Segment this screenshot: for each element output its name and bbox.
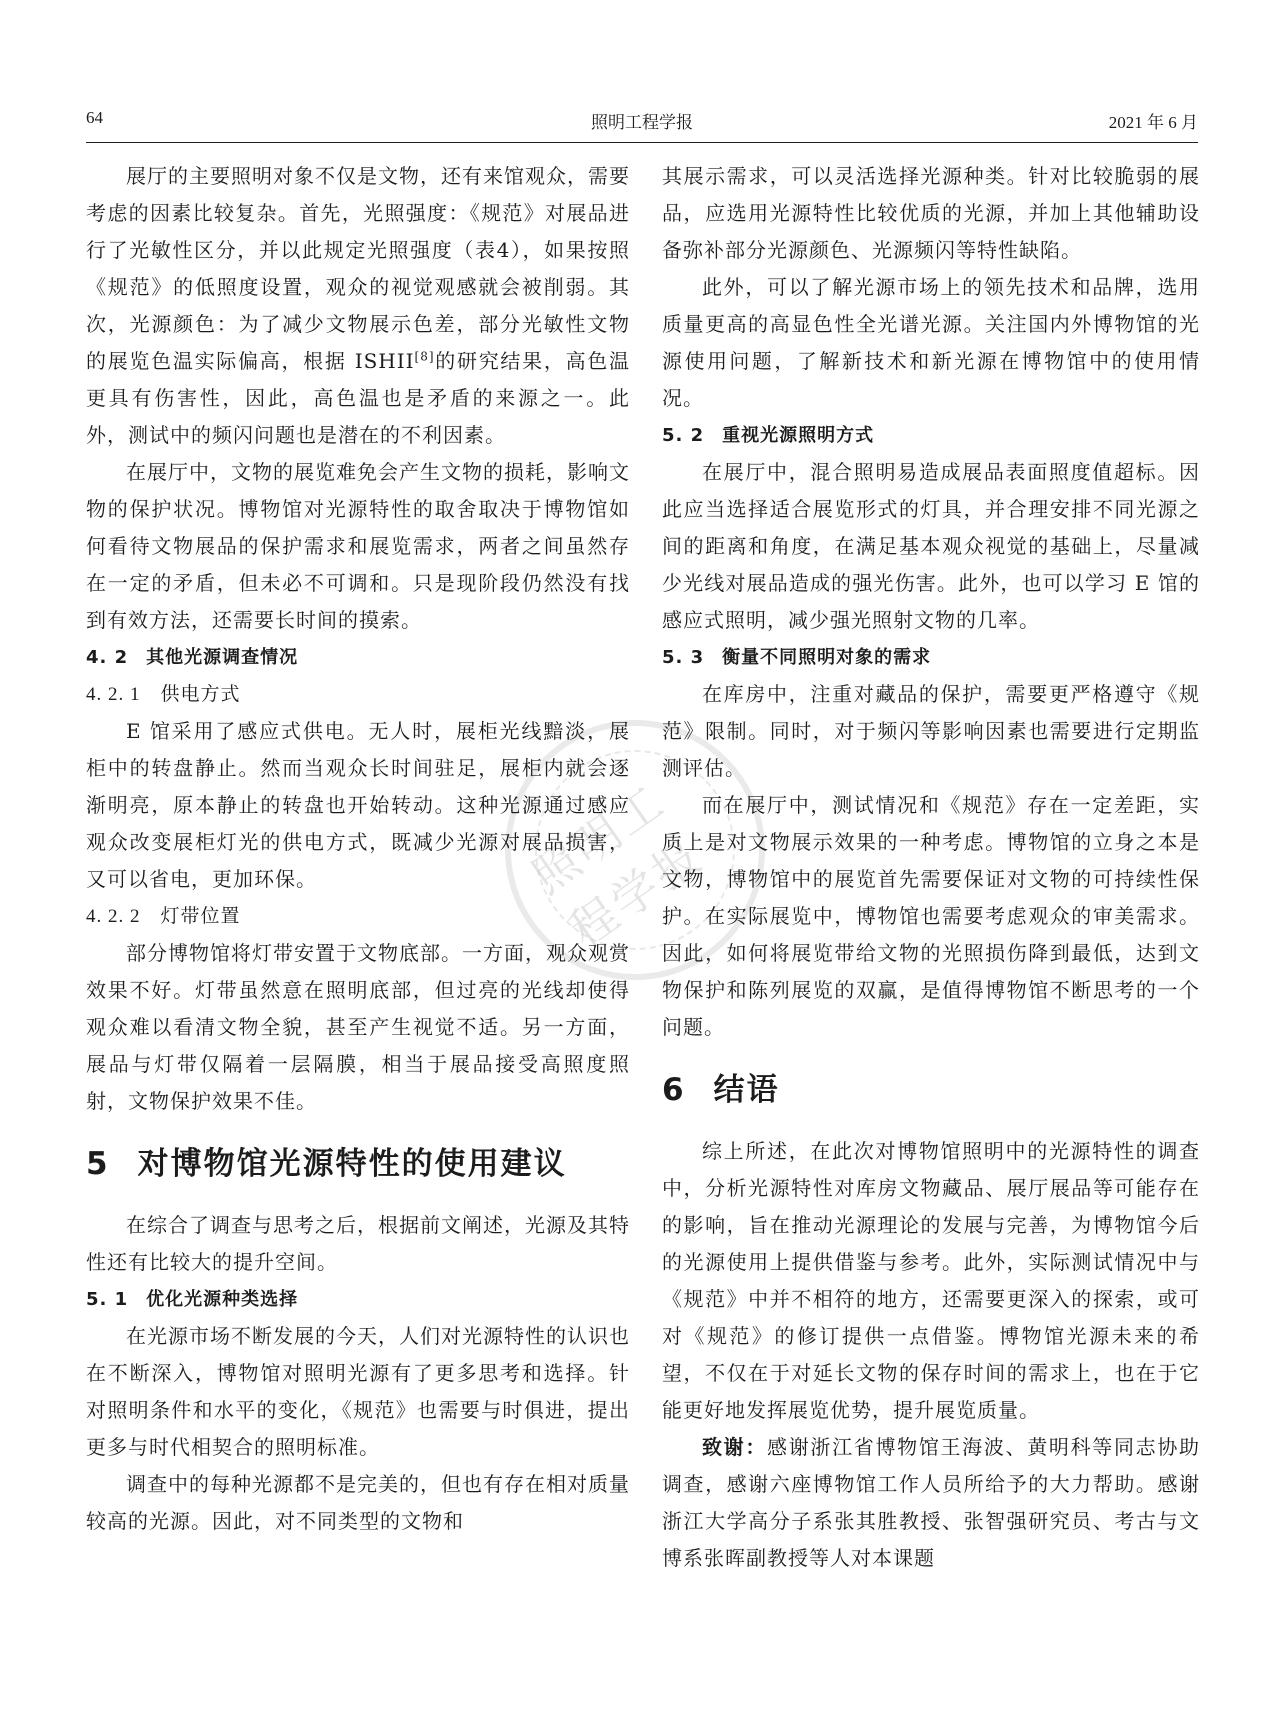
paragraph: 综上所述，在此次对博物馆照明中的光源特性的调查中，分析光源特性对库房文物藏品、展厅展品等可能存在的影响，旨在推动光源理论的发展与完善，为博物馆今后的光源使用上提供借鉴与参考。此外，实际测试情况中与《规范》中并不相符的地方，还需要更深入的探索，或可对《规范》的修订提供一点借鉴。博物馆光源未来的希望，不仅在于对延长文物的保存时间的需求上，也在于它能更好地发挥展览优势，提升展览质量。: [662, 1139, 1200, 1422]
section-heading-4-2-1: 4. 2. 1 供电方式: [86, 683, 241, 705]
watermark-text: 照明工程学报: [522, 773, 714, 958]
paragraph-continued: 其展示需求，可以灵活选择光源种类。针对比较脆弱的展品，应选用光源特性比较优质的光源，并加上其他辅助设备弥补部分光源颜色、光源频闪等特性缺陷。: [662, 164, 1200, 262]
paragraph: 此外，可以了解光源市场上的领先技术和品牌，选用质量更高的高显色性全光谱光源。关注国内外博物馆的光源使用问题，了解新技术和新光源在博物馆中的使用情况。: [662, 275, 1200, 410]
paragraph: 部分博物馆将灯带安置于文物底部。一方面，观众观赏效果不好。灯带虽然意在照明底部，但过亮的光线却使得观众难以看清文物全貌，甚至产生视觉不适。另一方面，展品与灯带仅隔着一层隔膜，相当于展品接受高照度照射，文物保护效果不佳。: [86, 941, 630, 1113]
section-heading-5: 5 对博物馆光源特性的使用建议: [86, 1146, 567, 1182]
paragraph: 在综合了调查与思考之后，根据前文阐述，光源及其特性还有比较大的提升空间。: [86, 1213, 630, 1274]
left-column: [86, 158, 630, 1540]
paragraph: 在库房中，注重对藏品的保护，需要更严格遵守《规范》限制。同时，对于频闪等影响因素也需要进行定期监测评估。: [662, 682, 1200, 780]
paragraph: 调查中的每种光源都不是完美的，但也有存在相对质量较高的光源。因此，对不同类型的文物和: [86, 1472, 630, 1533]
citation-ref[interactable]: [8]: [414, 349, 435, 364]
page-number: 64: [86, 108, 103, 127]
right-column: [662, 158, 1200, 1577]
section-heading-6: 6 结语: [662, 1072, 780, 1108]
acknowledgements: 致谢：感谢浙江省博物馆王海波、黄明科等同志协助调查，感谢六座博物馆工作人员所给予的大力帮助。感谢浙江大学高分子系张其胜教授、张智强研究员、考古与文博系张晖副教授等人对本课题: [662, 1435, 1201, 1570]
section-heading-5-3: 5. 3 衡量不同照明对象的需求: [662, 647, 932, 668]
section-heading-4-2-2: 4. 2. 2 灯带位置: [86, 905, 241, 927]
paragraph: E 馆采用了感应式供电。无人时，展柜光线黯淡，展柜中的转盘静止。然而当观众长时间驻足，展柜内就会逐渐明亮，原本静止的转盘也开始转动。这种光源通过感应观众改变展柜灯光的供电方式，既减少光源对展品损害，又可以省电，更加环保。: [86, 719, 630, 891]
journal-title: 照明工程学报: [591, 113, 693, 132]
issue-date: 2021 年 6 月: [1108, 113, 1198, 132]
paragraph: 在展厅中，文物的展览难免会产生文物的损耗，影响文物的保护状况。博物馆对光源特性的取舍取决于博物馆如何看待文物展品的保护需求和展览需求，两者之间虽然存在一定的矛盾，但未必不可调和。只是现阶段仍然没有找到有效方法，还需要长时间的摸索。: [86, 460, 630, 632]
section-heading-4-2: 4. 2 其他光源调查情况: [86, 647, 299, 668]
ack-label: 致谢：: [702, 1435, 768, 1459]
section-heading-5-2: 5. 2 重视光源照明方式: [662, 425, 875, 446]
header-rule: [86, 142, 1198, 143]
running-header: [86, 108, 1198, 138]
paragraph: 在展厅中，混合照明易造成展品表面照度值超标。因此应当选择适合展览形式的灯具，并合理安排不同光源之间的距离和角度，在满足基本观众视觉的基础上，尽量减少光线对展品造成的强光伤害。此外，也可以学习 E 馆的感应式照明，减少强光照射文物的几率。: [662, 460, 1200, 632]
paragraph: 在光源市场不断发展的今天，人们对光源特性的认识也在不断深入，博物馆对照明光源有了更多思考和选择。针对照明条件和水平的变化，《规范》也需要与时俱进，提出更多与时代相契合的照明标准。: [86, 1324, 630, 1459]
section-heading-5-1: 5. 1 优化光源种类选择: [86, 1289, 299, 1310]
paragraph: 而在展厅中，测试情况和《规范》存在一定差距，实质上是对文物展示效果的一种考虑。博物馆的立身之本是文物，博物馆中的展览首先需要保证对文物的可持续性保护。在实际展览中，博物馆也需要考虑观众的审美需求。因此，如何将展览带给文物的光照损伤降到最低，达到文物保护和陈列展览的双赢，是值得博物馆不断思考的一个问题。: [662, 793, 1200, 1039]
paragraph: 展厅的主要照明对象不仅是文物，还有来馆观众，需要考虑的因素比较复杂。首先，光照强度：《规范》对展品进行了光敏性区分，并以此规定光照强度（表4），如果按照《规范》的低照度设置，观众的视觉观感就会被削弱。其次，光源颜色：为了减少文物展示色差，部分光敏性文物的展览色温实际偏高，根据 ISHII[8]的研究结果，高色温更具有伤害性，因此，高色温也是矛盾的来源之一。此外，测试中的频闪问题也是潜在的不利因素。: [86, 164, 631, 447]
